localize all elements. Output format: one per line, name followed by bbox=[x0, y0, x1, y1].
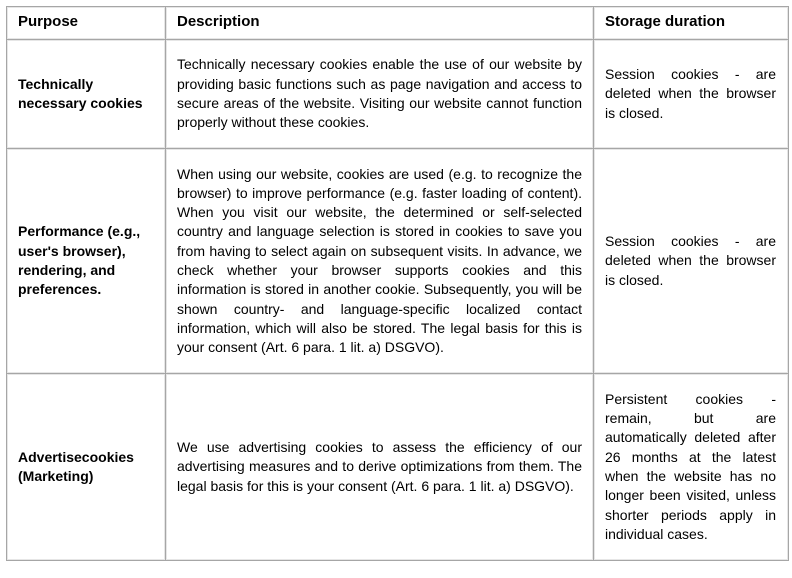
header-storage-duration: Storage duration bbox=[594, 7, 789, 40]
purpose-cell: Technically necessary cookies bbox=[7, 40, 166, 149]
description-cell: When using our website, cookies are used (e.g. to recognize the browser) to improve performance (e.g. faster loading of content). When you visit our website, the determined or self-selected country and language selection is stored in cookies to save you from having to select again on subsequent visits. In advance, we check whether your browser supports cookies and this information is stored in another cookie. Subsequently, you will be shown country- and language-specific localized contact information, which will also be stored. The legal basis for this is your consent (Art. 6 para. 1 lit. a) DSGVO). bbox=[166, 149, 594, 374]
storage-duration-cell: Persistent cookies - remain, but are automatically deleted after 26 months at the latest when the website has no longer been visited, unless shorter periods apply in individual cases. bbox=[594, 374, 789, 561]
purpose-cell: Performance (e.g., user's browser), rendering, and preferences. bbox=[7, 149, 166, 374]
cookie-table bbox=[6, 6, 789, 561]
header-purpose: Purpose bbox=[7, 7, 166, 40]
storage-duration-cell: Session cookies - are deleted when the browser is closed. bbox=[594, 40, 789, 149]
description-cell: Technically necessary cookies enable the use of our website by providing basic functions such as page navigation and access to secure areas of the website. Visiting our website cannot function properly without these cookies. bbox=[166, 40, 594, 149]
header-row bbox=[7, 7, 789, 40]
table-row bbox=[7, 374, 789, 561]
table-row bbox=[7, 149, 789, 374]
storage-duration-cell: Session cookies - are deleted when the browser is closed. bbox=[594, 149, 789, 374]
description-cell: We use advertising cookies to assess the efficiency of our advertising measures and to derive optimizations from them. The legal basis for this is your consent (Art. 6 para. 1 lit. a) DSGVO). bbox=[166, 374, 594, 561]
header-description: Description bbox=[166, 7, 594, 40]
purpose-cell: Advertisecookies (Marketing) bbox=[7, 374, 166, 561]
table-row bbox=[7, 40, 789, 149]
